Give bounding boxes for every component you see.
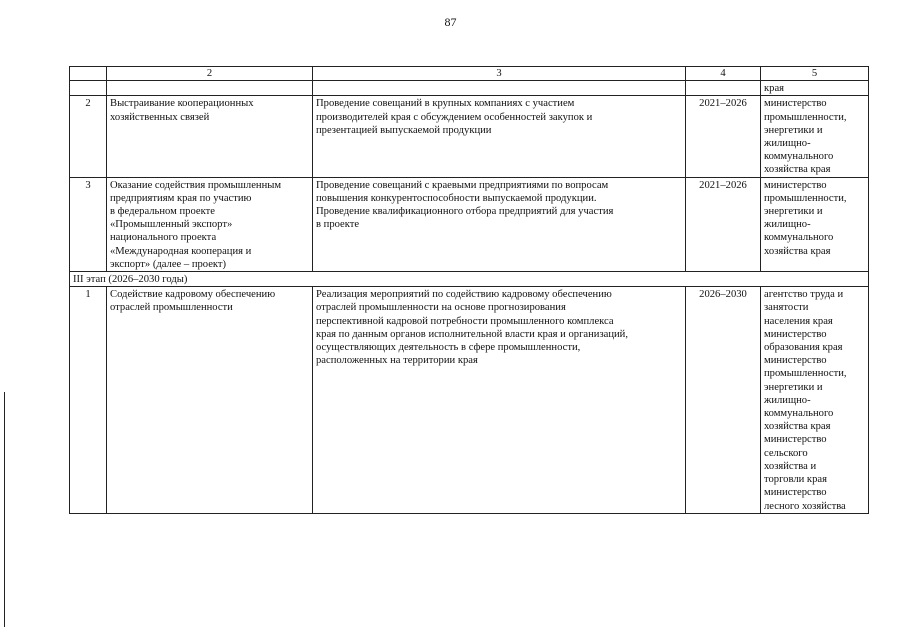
cell-line: энергетики и [764, 381, 823, 393]
cell-line: министерство [764, 487, 827, 499]
period: 2026–2030 [686, 287, 761, 513]
cell-line: коммунального [764, 151, 834, 163]
table-row [70, 96, 869, 177]
cell-line: национального проекта [110, 232, 217, 244]
cell-line: министерство [764, 179, 827, 191]
cell-line: «Международная кооперация и [110, 245, 252, 257]
cell-line: Проведение совещаний с краевыми предприятиями по вопросам [316, 179, 609, 191]
cell-line: Выстраивание кооперационных [110, 98, 254, 110]
cell-line: агентство труда и [764, 289, 844, 301]
cell-line: промышленности, [764, 111, 847, 123]
activity-name [107, 287, 313, 513]
cell-line: коммунального [764, 232, 834, 244]
header-col-4: 4 [686, 67, 761, 81]
period: 2021–2026 [686, 96, 761, 177]
cell-line: осуществляющих деятельность в сфере промышленности, [316, 342, 581, 354]
cell-line: повышения конкурентоспособности выпускаемой продукции. [316, 192, 597, 204]
cell-line: Проведение совещаний в крупных компаниях с участием [316, 98, 575, 110]
cell-line: министерство [764, 328, 827, 340]
cell-line: предприятиям края по участию [110, 192, 252, 204]
cell-line: в проекте [316, 219, 360, 231]
header-col-2: 2 [107, 67, 313, 81]
cell-line: отраслей промышленности на основе прогнозирования [316, 302, 566, 314]
row-number: 2 [70, 96, 107, 177]
empty-cell [70, 81, 107, 96]
cell-line: занятости [764, 302, 809, 314]
responsible: края [761, 81, 869, 96]
header-col-5: 5 [761, 67, 869, 81]
empty-cell [313, 81, 686, 96]
activity-table [69, 66, 869, 514]
cell-line: торговли края [764, 474, 827, 486]
empty-cell [686, 81, 761, 96]
cell-line: сельского [764, 447, 808, 459]
row-number: 1 [70, 287, 107, 513]
cell-line: презентацией выпускаемой продукции [316, 124, 492, 136]
cell-line: производителей края с обсуждением особенностей закупок и [316, 111, 593, 123]
activity-content [313, 177, 686, 271]
cell-line: промышленности, [764, 192, 847, 204]
cell-line: хозяйства края [764, 421, 831, 433]
cell-line: жилищно- [764, 394, 811, 406]
cell-line: министерство [764, 355, 827, 367]
cell-line: жилищно- [764, 138, 811, 150]
cell-line: хозяйства края [764, 245, 831, 257]
cell-line: населения края [764, 315, 833, 327]
responsible [761, 287, 869, 513]
cell-line: хозяйства края [764, 164, 831, 176]
activity-name [107, 96, 313, 177]
cell-line: промышленности, [764, 368, 847, 380]
cell-line: хозяйственных связей [110, 111, 210, 123]
cell-line: Содействие кадровому обеспечению [110, 289, 276, 301]
cell-line: «Промышленный экспорт» [110, 219, 233, 231]
cell-line: края по данным органов исполнительной власти края и организаций, [316, 328, 629, 340]
cell-line: Оказание содействия промышленным [110, 179, 282, 191]
responsible [761, 177, 869, 271]
cell-line: перспективной кадровой потребности промышленного комплекса [316, 315, 614, 327]
table-row [70, 177, 869, 271]
cell-line: в федеральном проекте [110, 206, 215, 218]
table-row [70, 287, 869, 513]
header-row [70, 67, 869, 81]
header-col-1 [70, 67, 107, 81]
continuation-row [70, 81, 869, 96]
cell-line: жилищно- [764, 219, 811, 231]
cell-line: лесного хозяйства [764, 500, 846, 512]
empty-cell [107, 81, 313, 96]
cell-line: коммунального [764, 408, 834, 420]
activity-name [107, 177, 313, 271]
cell-line: энергетики и [764, 124, 823, 136]
cell-line: экспорт» (далее – проект) [110, 258, 227, 270]
cell-line: министерство [764, 434, 827, 446]
activity-content [313, 287, 686, 513]
period: 2021–2026 [686, 177, 761, 271]
row-number: 3 [70, 177, 107, 271]
cell-line: хозяйства и [764, 460, 817, 472]
cell-line: министерство [764, 98, 827, 110]
cell-line: расположенных на территории края [316, 355, 478, 367]
stage-label: III этап (2026–2030 годы) [70, 272, 869, 287]
page-number: 87 [444, 15, 457, 29]
cell-line: образования края [764, 342, 843, 354]
stage-row [70, 272, 869, 287]
activity-content [313, 96, 686, 177]
cell-line: энергетики и [764, 206, 823, 218]
cell-line: отраслей промышленности [110, 302, 233, 314]
responsible [761, 96, 869, 177]
header-col-3: 3 [313, 67, 686, 81]
cell-line: Реализация мероприятий по содействию кадровому обеспечению [316, 289, 612, 301]
cell-line: Проведение квалификационного отбора предприятий для участия [316, 206, 614, 218]
margin-line [4, 392, 5, 627]
